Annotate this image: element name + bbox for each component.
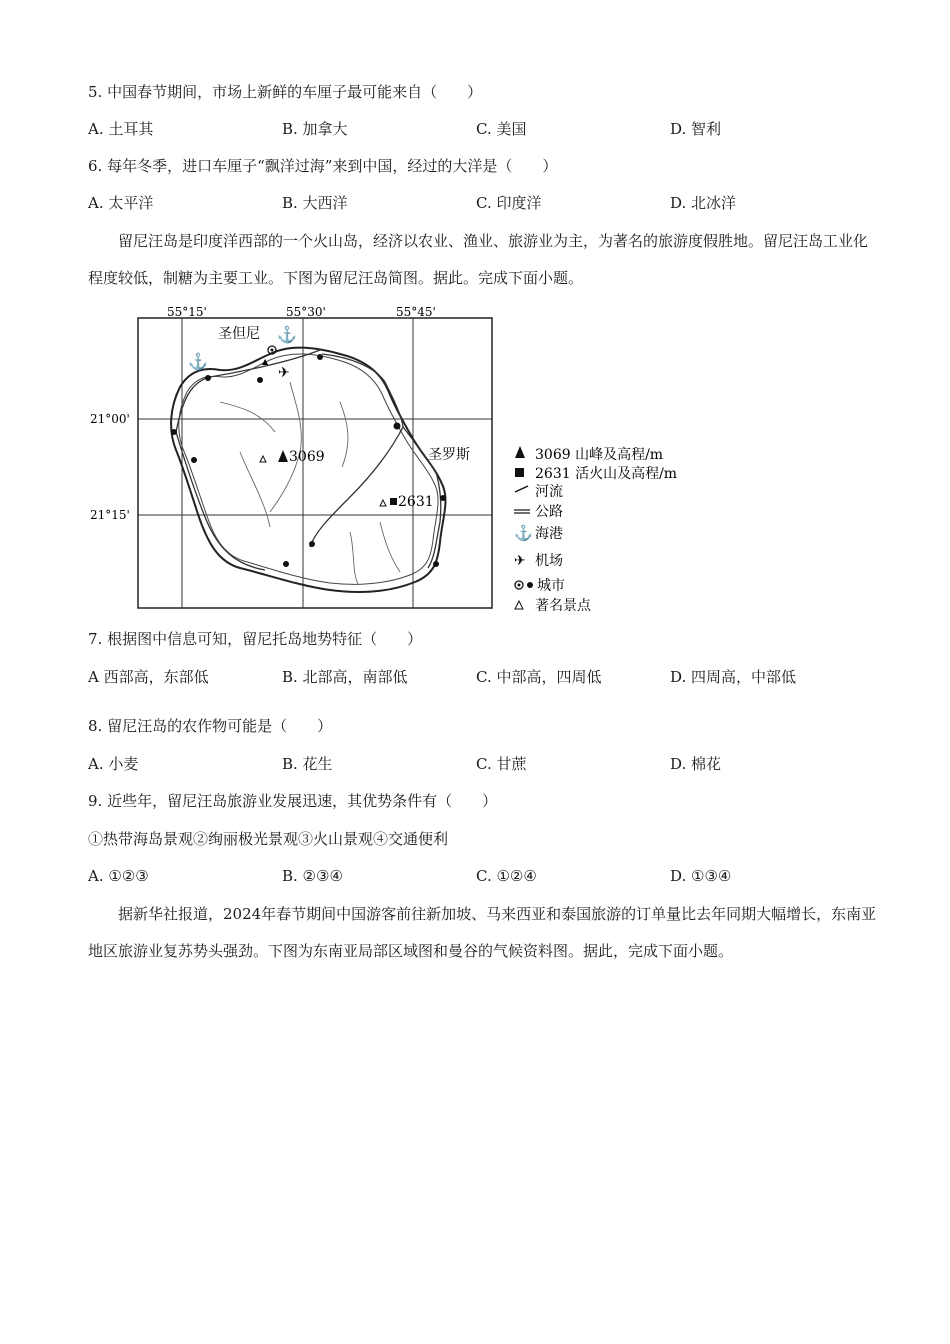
city-marker [394, 423, 401, 430]
intro-paragraph-2: 据新华社报道，2024年春节期间中国游客前往新加坡、马来西亚和泰国旅游的订单量比去年同期大幅增长，东南亚地区旅游业复苏势头强劲。下图为东南亚局部区域图和曼谷的气候资料图。据此，完成下面小题。 [88, 905, 877, 960]
q9-option-a: A. ①②③ [88, 867, 149, 885]
legend-road: 公路 [535, 504, 563, 520]
volcano-icon [390, 498, 397, 505]
city-marker [433, 561, 439, 567]
legend-peak: 3069 山峰及高程/m [535, 447, 664, 463]
peak-icon [278, 450, 288, 462]
lon-label: 55°30' [286, 305, 326, 319]
intro-paragraph-1: 留尼汪岛是印度洋西部的一个火山岛，经济以农业、渔业、旅游业为主，为著名的旅游度假胜地。留尼汪岛工业化程度较低，制糖为主要工业。下图为留尼汪岛简图。据此。完成下面小题。 [88, 232, 869, 287]
scenic-icon [515, 601, 523, 609]
volcano-elevation: 2631 [398, 494, 434, 510]
city-marker [271, 349, 274, 352]
city-marker [205, 375, 211, 381]
q5-option-c: C. 美国 [476, 120, 527, 138]
port-icon: ⚓ [277, 325, 297, 344]
q8-option-c: C. 甘蔗 [476, 755, 527, 773]
river [270, 382, 301, 512]
city-icon [518, 584, 521, 587]
q6-option-b: B. 大西洋 [282, 194, 348, 212]
city-icon [527, 582, 533, 588]
peak-icon [515, 446, 525, 458]
q9-option-b: B. ②③④ [282, 867, 343, 885]
airport-icon: ✈ [514, 553, 526, 569]
city-marker [257, 377, 263, 383]
river [380, 522, 400, 572]
port-icon: ⚓ [188, 352, 208, 371]
lat-label: 21°15' [90, 508, 130, 522]
city-marker [440, 495, 446, 501]
legend-scenic: 著名景点 [535, 598, 591, 614]
q8-option-a: A. 小麦 [88, 755, 139, 773]
q7-option-c: C. 中部高，四周低 [476, 668, 602, 686]
scenic-icon: ▲ [262, 357, 269, 366]
q5-option-b: B. 加拿大 [282, 120, 348, 138]
volcano-icon [515, 468, 524, 477]
q9-statements: ①热带海岛景观②绚丽极光景观③火山景观④交通便利 [88, 830, 449, 848]
q7-option-d: D. 四周高，中部低 [670, 668, 797, 686]
legend-volcano: 2631 活火山及高程/m [535, 466, 678, 482]
scenic-icon [260, 456, 266, 462]
city-marker [283, 561, 289, 567]
q5-option-d: D. 智利 [670, 120, 722, 138]
q8-option-b: B. 花生 [282, 755, 333, 773]
map-legend [514, 446, 677, 614]
city-label: 圣但尼 [218, 326, 260, 342]
city-marker [191, 457, 197, 463]
q7-option-b: B. 北部高，南部低 [282, 668, 408, 686]
scenic-icon [380, 500, 386, 506]
q9-option-d: D. ①③④ [670, 867, 732, 885]
city-label: 圣罗斯 [428, 447, 470, 463]
river [240, 452, 270, 527]
reunion-island-map [90, 302, 730, 620]
q6-option-a: A. 太平洋 [88, 194, 154, 212]
river [350, 532, 358, 584]
q8-stem: 8. 留尼汪岛的农作物可能是（ ） [88, 717, 333, 735]
river [340, 402, 348, 467]
q6-stem: 6. 每年冬季，进口车厘子“飘洋过海”来到中国，经过的大洋是（ ） [88, 157, 558, 175]
port-icon: ⚓ [514, 524, 533, 542]
river-icon [515, 486, 528, 492]
river [220, 402, 275, 432]
coastline [171, 348, 445, 592]
q8-option-d: D. 棉花 [670, 755, 722, 773]
peak-elevation: 3069 [289, 449, 325, 465]
q9-option-c: C. ①②④ [476, 867, 537, 885]
city-marker [309, 541, 315, 547]
legend-airport: 机场 [535, 553, 563, 569]
q6-option-c: C. 印度洋 [476, 194, 542, 212]
coastline-inner [179, 354, 438, 584]
legend-city: 城市 [537, 578, 565, 594]
legend-port: 海港 [535, 526, 563, 542]
q7-stem: 7. 根据图中信息可知，留尼托岛地势特征（ ） [88, 630, 423, 648]
legend-river: 河流 [535, 484, 563, 500]
q5-option-a: A. 土耳其 [88, 120, 154, 138]
city-marker [171, 429, 177, 435]
q5-stem: 5. 中国春节期间，市场上新鲜的车厘子最可能来自（ ） [88, 83, 483, 101]
lon-label: 55°45' [396, 305, 436, 319]
airport-icon: ✈ [278, 365, 290, 381]
lat-label: 21°00' [90, 412, 130, 426]
q9-stem: 9. 近些年，留尼汪岛旅游业发展迅速，其优势条件有（ ） [88, 792, 498, 810]
city-marker [317, 354, 323, 360]
q7-option-a: A 西部高，东部低 [88, 668, 209, 686]
q6-option-d: D. 北冰洋 [670, 194, 737, 212]
lon-label: 55°15' [167, 305, 207, 319]
